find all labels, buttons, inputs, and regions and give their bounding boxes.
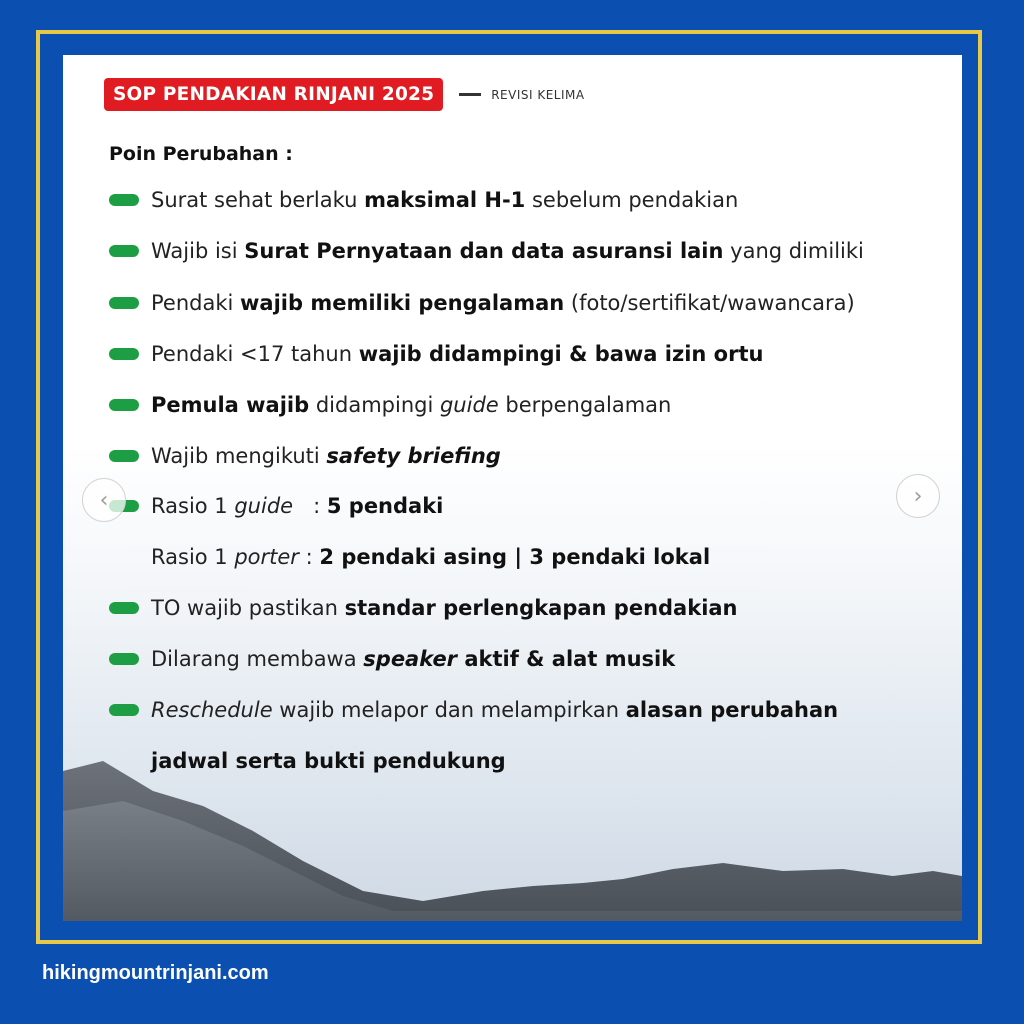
bullet-icon [109, 245, 139, 257]
item-text-part: Wajib isi [151, 239, 245, 263]
list-item [109, 545, 710, 569]
list-item [109, 291, 855, 315]
bullet-icon [109, 194, 139, 206]
item-text-part: Pendaki <17 tahun [151, 342, 359, 366]
title-subtitle: REVISI KELIMA [491, 87, 585, 102]
list-item [109, 647, 675, 671]
item-italic-part: Reschedule [151, 698, 273, 722]
list-item [109, 393, 671, 417]
chevron-left-icon: ‹ [99, 487, 109, 513]
prev-slide-button[interactable] [82, 478, 126, 522]
item-text-part: wajib melapor dan melampirkan [272, 698, 626, 722]
item-text-part: Pendaki [151, 291, 241, 315]
bullet-icon [109, 602, 139, 614]
item-text-part: : [298, 545, 320, 569]
item-bold-part: Pemula wajib [151, 393, 310, 417]
bullet-icon [109, 348, 139, 360]
item-text-part: yang dimiliki [723, 239, 864, 263]
title-divider [459, 93, 481, 96]
item-bold-part: Surat Pernyataan dan data asuransi lain [244, 239, 724, 263]
bullet-icon [109, 399, 139, 411]
item-text [151, 188, 738, 212]
item-text [151, 342, 763, 366]
item-text [151, 393, 671, 417]
item-text-part: Surat sehat berlaku [151, 188, 365, 212]
next-slide-button[interactable] [896, 474, 940, 518]
item-text [151, 291, 855, 315]
list-item [109, 494, 443, 518]
item-italic-part: guide [234, 494, 294, 518]
chevron-right-icon: › [913, 483, 923, 509]
item-text-part: Rasio 1 [151, 494, 235, 518]
item-bold-part: alasan perubahan [625, 698, 839, 722]
item-text [151, 444, 501, 468]
title-badge: SOP PENDAKIAN RINJANI 2025 [104, 78, 443, 111]
section-title: Poin Perubahan : [109, 143, 293, 165]
list-item [109, 698, 838, 722]
item-bold-part: 5 pendaki [326, 494, 444, 518]
bullet-icon [109, 297, 139, 309]
item-bold-part: aktif & alat musik [457, 647, 676, 671]
post-card [63, 55, 962, 921]
item-bold-part: wajib didampingi & bawa izin ortu [358, 342, 764, 366]
list-item [109, 239, 864, 263]
item-italic-part: porter [234, 545, 299, 569]
item-text [151, 494, 443, 518]
item-bold-italic-part: safety briefing [326, 444, 501, 468]
list-item [109, 342, 763, 366]
item-bold-part: jadwal serta bukti pendukung [151, 749, 506, 773]
item-text [151, 545, 710, 569]
website-label: hikingmountrinjani.com [42, 962, 269, 984]
item-text [151, 647, 675, 671]
list-item [109, 596, 738, 620]
item-text-part: didampingi [309, 393, 440, 417]
list-item [109, 444, 501, 468]
item-bold-italic-part: speaker [363, 647, 458, 671]
item-text-part: (foto/sertifikat/wawancara) [564, 291, 855, 315]
item-text [151, 596, 738, 620]
item-text-part: Rasio 1 [151, 545, 235, 569]
item-text-part: sebelum pendakian [525, 188, 739, 212]
item-text [151, 698, 838, 722]
item-text [151, 239, 864, 263]
item-bold-part: maksimal H-1 [364, 188, 526, 212]
item-text-part: TO wajib pastikan [151, 596, 345, 620]
list-item [109, 188, 738, 212]
item-text-part: Dilarang membawa [151, 647, 364, 671]
item-text-part: berpengalaman [498, 393, 672, 417]
mountain-image [63, 751, 962, 921]
item-bold-part: 2 pendaki asing | 3 pendaki lokal [319, 545, 711, 569]
list-item [109, 749, 506, 773]
bullet-icon [109, 653, 139, 665]
item-bold-part: standar perlengkapan pendakian [344, 596, 738, 620]
bullet-icon [109, 704, 139, 716]
item-italic-part: guide [439, 393, 499, 417]
item-text [151, 749, 506, 773]
item-text-part: : [293, 494, 327, 518]
item-bold-part: wajib memiliki pengalaman [240, 291, 565, 315]
bullet-icon [109, 450, 139, 462]
title-row [104, 78, 585, 111]
item-text-part: Wajib mengikuti [151, 444, 327, 468]
